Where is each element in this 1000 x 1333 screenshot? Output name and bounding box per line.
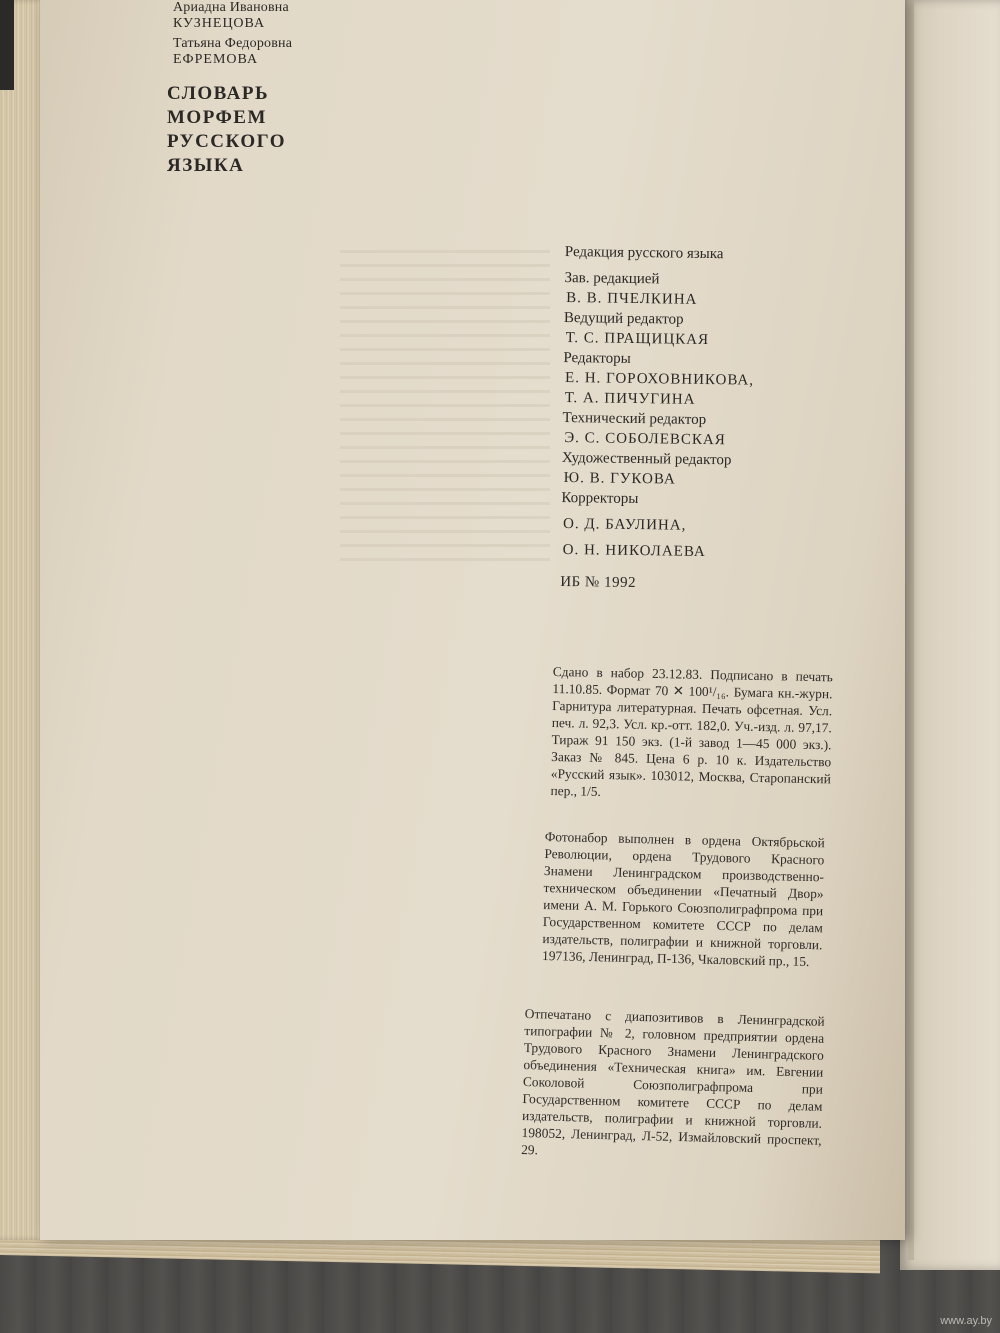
bleed-through-shadow (340, 250, 550, 570)
author-2 (173, 36, 292, 68)
lead-editor-role: Ведущий редактор (563, 309, 684, 328)
author-2-surname: ЕФРЕМОВА (173, 52, 259, 67)
editor-1-name: Е. Н. ГОРОХОВНИКОВА, (564, 370, 755, 389)
editors-role: Редакторы (563, 349, 631, 367)
imprint-printing: Отпечатано с диапозитивов в Ленинградской типографии № 2, головном предприятии ордена Трудового Красного Знамени Ленинградского объединения «Техническая книга» им. Евгении Соколовой Союзполиграфпрома при Государственном комитете СССР по делам издательств, полиграфии и книжной торговли. 198052, Ленинград, Л-52, Измайловский проспект, 29. (521, 1005, 825, 1158)
head-name: В. В. ПЧЕЛКИНА (566, 290, 698, 308)
author-1 (173, 0, 289, 32)
book-cover-corner (0, 0, 14, 90)
editor-2-name: Т. А. ПИЧУГИНА (564, 390, 696, 408)
art-editor-role: Художественный редактор (561, 449, 732, 469)
tech-editor-role: Технический редактор (562, 409, 707, 428)
title-line-2: МОРФЕМ (167, 107, 267, 128)
art-editor-name: Ю. В. ГУКОВА (563, 470, 676, 488)
title-line-4: ЯЗЫКА (167, 155, 245, 176)
edition-name: Редакция русского языка (564, 243, 724, 263)
book-page (40, 0, 905, 1240)
proofreaders-role: Корректоры (561, 489, 639, 508)
editorial-staff (560, 242, 825, 596)
author-1-surname: КУЗНЕЦОВА (173, 16, 266, 31)
site-watermark: www.ay.by (940, 1315, 992, 1327)
book-title (167, 82, 286, 178)
title-line-1: СЛОВАРЬ (167, 83, 270, 104)
proofreader-1-name: О. Д. БАУЛИНА, (562, 516, 687, 534)
imprint-print-details: Сдано в набор 23.12.83. Подписано в печать 11.10.85. Формат 70 ✕ 100¹/₁₆. Бумага кн.-журн. Гарнитура литературная. Печать офсетная. Усл. печ. л. 92,3. Усл. кр.-отт. 182,0. Уч.-изд. л. 97,17. Тираж 91 150 экз. (1-й завод 1—45 000 экз.). Заказ № 845. Цена 6 р. 10 к. Издательство «Русский язык». 103012, Москва, Старопанский пер., 1/5. (550, 663, 833, 799)
adjacent-page-edge (908, 0, 914, 1260)
imprint-typesetting: Фотонабор выполнен в ордена Октябрьской Революции, ордена Трудового Красного Знамени Ленинградском производственно-техническом объединении «Печатный Двор» имени А. М. Горького Союзполиграфпрома при Государственном комитете СССР по делам издательств, полиграфии и книжной торговли. 197136, Ленинград, П-136, Чкаловский пр., 15. (541, 828, 825, 970)
title-line-3: РУССКОГО (167, 131, 286, 152)
author-1-given: Ариадна Ивановна (173, 0, 289, 15)
lead-editor-name: Т. С. ПРАЩИЦКАЯ (565, 330, 710, 349)
head-role: Зав. редакцией (564, 269, 660, 288)
ib-number: ИБ № 1992 (560, 573, 637, 592)
proofreader-2-name: О. Н. НИКОЛАЕВА (562, 541, 706, 560)
tech-editor-name: Э. С. СОБОЛЕВСКАЯ (564, 430, 726, 449)
author-2-given: Татьяна Федоровна (173, 36, 293, 51)
adjacent-page (900, 0, 1000, 1270)
